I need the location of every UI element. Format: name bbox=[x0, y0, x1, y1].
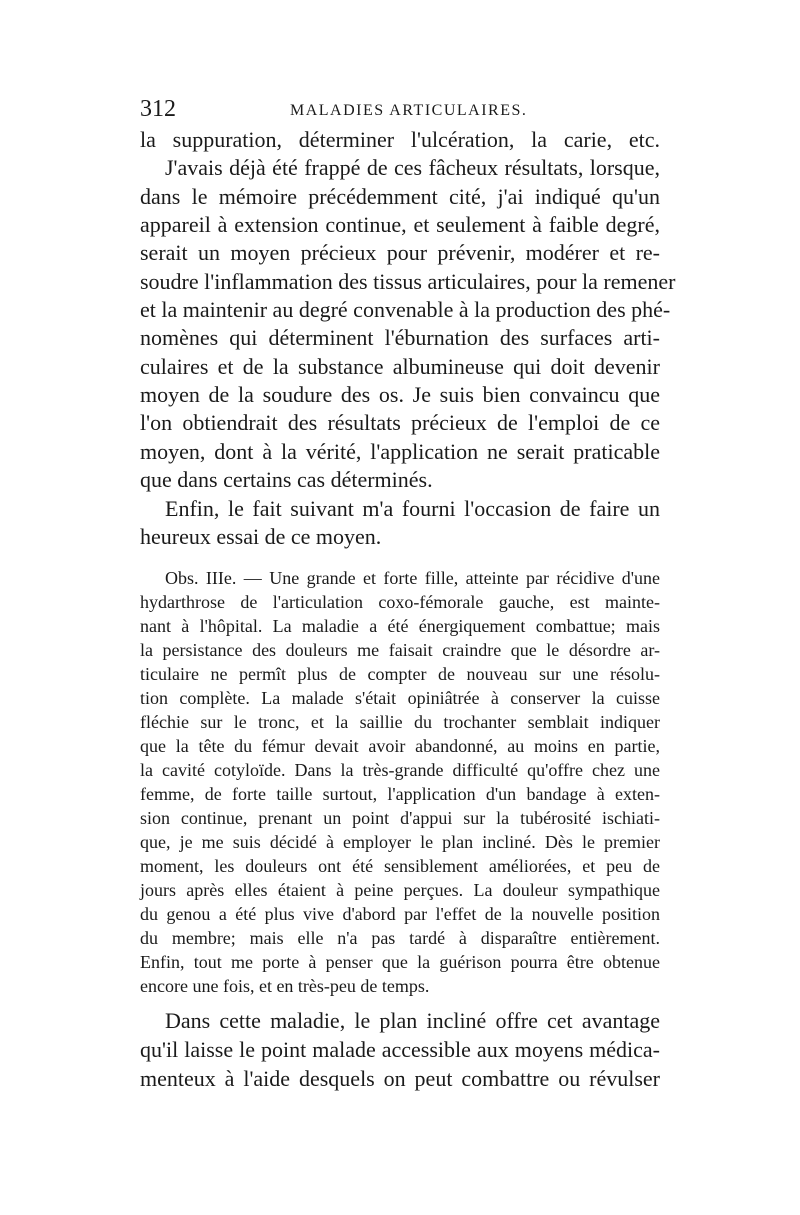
text-line: femme, de forte taille surtout, l'application d'un bandage à exten- bbox=[140, 784, 660, 804]
text-line: que, je me suis décidé à employer le plan incliné. Dès le premier bbox=[140, 832, 660, 852]
text-line: J'avais déjà été frappé de ces fâcheux résultats, lorsque, bbox=[165, 155, 660, 180]
text-line: la persistance des douleurs me faisait craindre que le désordre ar- bbox=[140, 640, 660, 660]
text-line: ticulaire ne permît plus de compter de nouveau sur une résolu- bbox=[140, 664, 660, 684]
text-line: Enfin, le fait suivant m'a fourni l'occasion de faire un bbox=[165, 496, 660, 521]
text-line: et la maintenir au degré convenable à la production des phé- bbox=[140, 297, 671, 322]
text-line: appareil à extension continue, et seulement à faible degré, bbox=[140, 212, 660, 237]
text-line: heureux essai de ce moyen. bbox=[140, 524, 382, 549]
text-line: menteux à l'aide desquels on peut combattre ou révulser bbox=[140, 1066, 660, 1091]
text-line: serait un moyen précieux pour prévenir, modérer et re- bbox=[140, 240, 660, 265]
text-line: fléchie sur le tronc, et la saillie du trochanter semblait indiquer bbox=[140, 712, 660, 732]
running-head: MALADIES ARTICULAIRES. bbox=[290, 102, 528, 119]
text-line: la cavité cotyloïde. Dans la très-grande difficulté qu'offre chez une bbox=[140, 760, 660, 780]
text-line: du membre; mais elle n'a pas tardé à disparaître entièrement. bbox=[140, 928, 660, 948]
page-number: 312 bbox=[140, 96, 176, 122]
text-line: que la tête du fémur devait avoir abandonné, au moins en partie, bbox=[140, 736, 660, 756]
text-line: soudre l'inflammation des tissus articulaires, pour la remener bbox=[140, 269, 676, 294]
text-line: tion complète. La malade s'était opiniâtrée à conserver la cuisse bbox=[140, 688, 660, 708]
text-line: la suppuration, déterminer l'ulcération, la carie, etc. bbox=[140, 127, 660, 152]
text-line: hydarthrose de l'articulation coxo-fémorale gauche, est mainte- bbox=[140, 592, 660, 612]
text-line: encore une fois, et en très-peu de temps. bbox=[140, 976, 430, 996]
text-line: du genou a été plus vive d'abord par l'effet de la nouvelle position bbox=[140, 904, 660, 924]
text-line: nant à l'hôpital. La maladie a été énergiquement combattue; mais bbox=[140, 616, 660, 636]
text-line: Dans cette maladie, le plan incliné offre cet avantage bbox=[165, 1008, 660, 1033]
text-line: moment, les douleurs ont été sensiblement améliorées, et peu de bbox=[140, 856, 660, 876]
page-header bbox=[140, 96, 660, 126]
text-line: sion continue, prenant un point d'appui sur la tubérosité ischiati- bbox=[140, 808, 660, 828]
text-line: jours après elles étaient à peine perçues. La douleur sympathique bbox=[140, 880, 660, 900]
text-line: l'on obtiendrait des résultats précieux de l'emploi de ce bbox=[140, 410, 660, 435]
text-line: moyen de la soudure des os. Je suis bien convaincu que bbox=[140, 382, 660, 407]
text-line: dans le mémoire précédemment cité, j'ai indiqué qu'un bbox=[140, 184, 660, 209]
text-line: moyen, dont à la vérité, l'application ne serait praticable bbox=[140, 439, 660, 464]
text-line: nomènes qui déterminent l'éburnation des surfaces arti- bbox=[140, 325, 660, 350]
text-line: qu'il laisse le point malade accessible aux moyens médica- bbox=[140, 1037, 660, 1062]
text-line: culaires et de la substance albumineuse qui doit devenir bbox=[140, 354, 660, 379]
text-line: que dans certains cas déterminés. bbox=[140, 467, 433, 492]
text-line: Enfin, tout me porte à penser que la guérison pourra être obtenue bbox=[140, 952, 660, 972]
text-line: Obs. IIIe. — Une grande et forte fille, atteinte par récidive d'une bbox=[165, 568, 660, 588]
